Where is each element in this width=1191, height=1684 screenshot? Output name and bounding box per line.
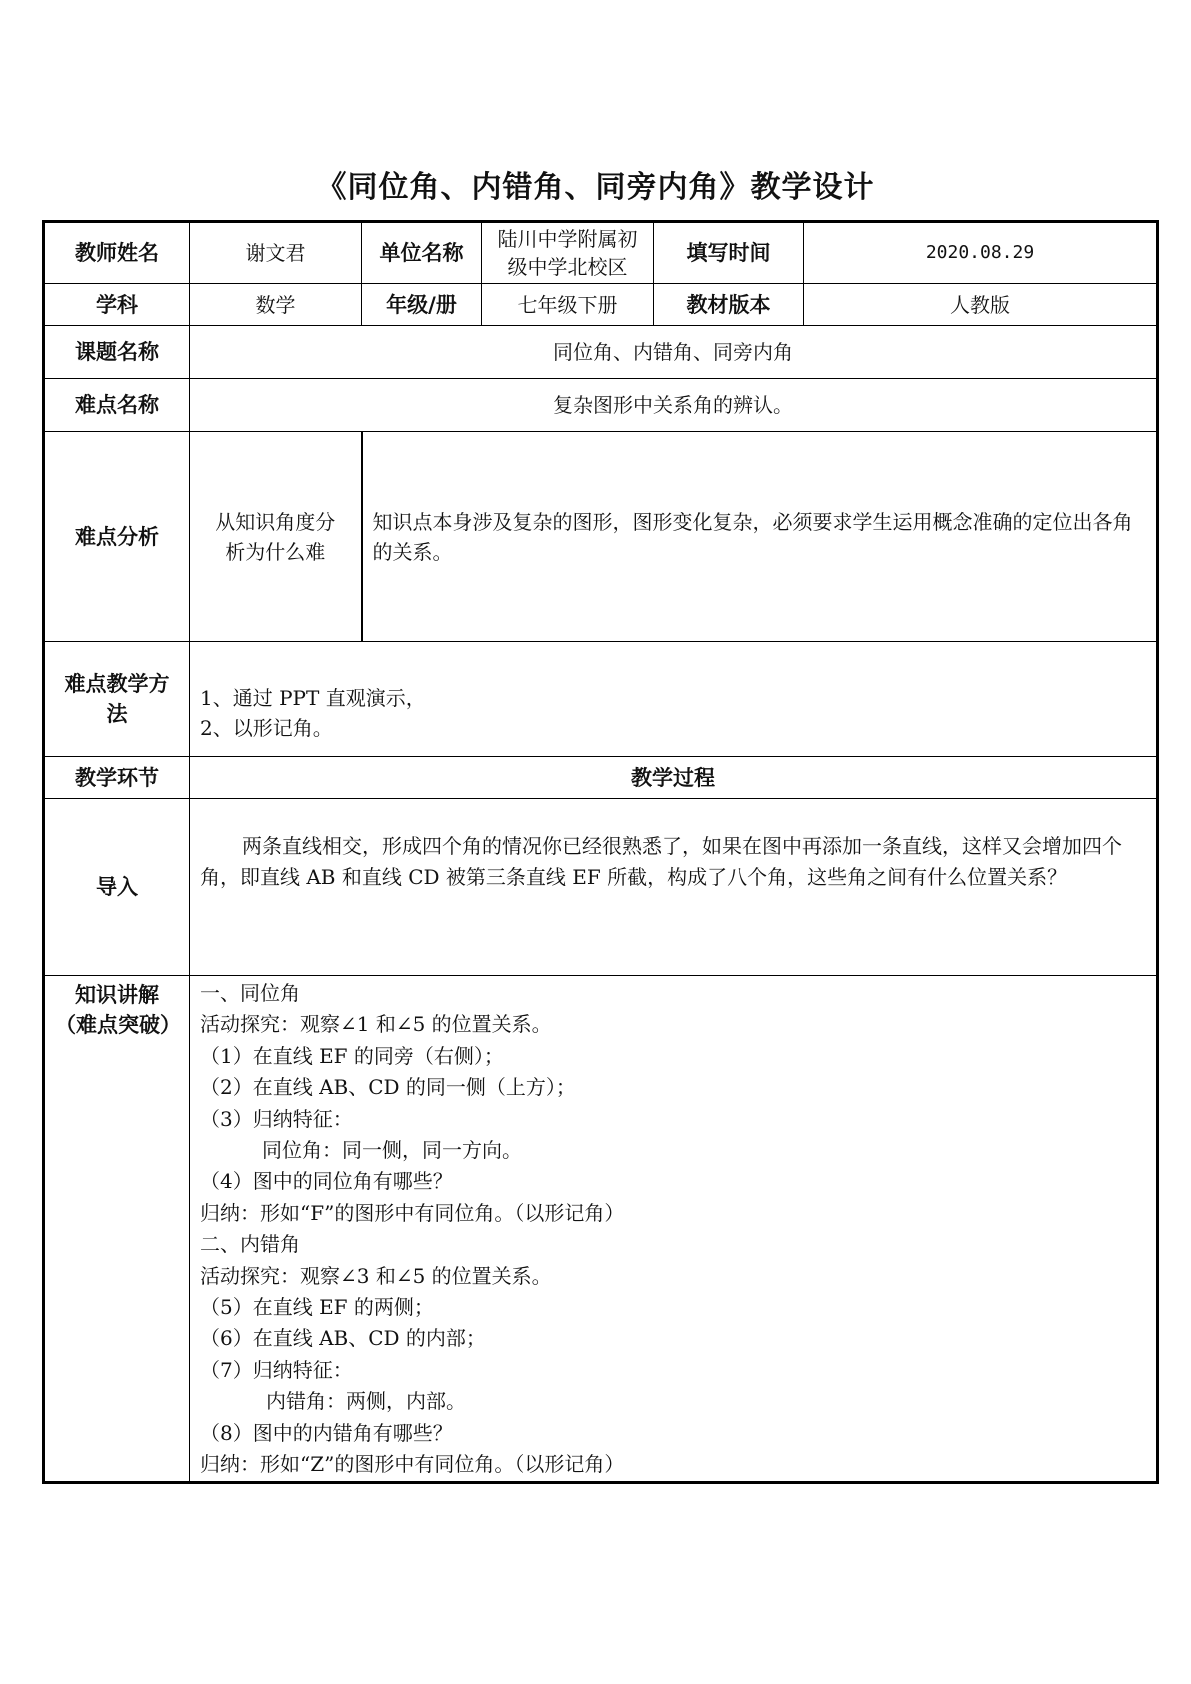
method-label: 难点教学方法 <box>44 642 190 757</box>
grade-value: 七年级下册 <box>482 284 654 326</box>
knowledge-line: 活动探究：观察∠3 和∠5 的位置关系。 <box>200 1263 552 1288</box>
intro-value <box>190 799 1158 976</box>
difficulty-row <box>44 379 1158 432</box>
teacher-label: 教师姓名 <box>44 222 190 284</box>
header-row-2 <box>44 284 1158 326</box>
knowledge-line: （6）在直线 AB、CD 的内部； <box>200 1326 486 1351</box>
process-left-label: 教学环节 <box>44 757 190 799</box>
knowledge-line: （4）图中的同位角有哪些？ <box>200 1169 453 1194</box>
knowledge-line: 同位角：同一侧，同一方向。 <box>262 1138 522 1163</box>
knowledge-label-line-1: 知识讲解 <box>75 983 159 1007</box>
topic-row <box>44 326 1158 379</box>
knowledge-line: （2）在直线 AB、CD 的同一侧（上方）； <box>200 1075 576 1100</box>
knowledge-content <box>190 976 1158 1483</box>
analysis-row <box>44 432 1158 642</box>
knowledge-line: （5）在直线 EF 的两侧； <box>200 1295 434 1320</box>
knowledge-line: （8）图中的内错角有哪些？ <box>200 1420 453 1445</box>
knowledge-line: 活动探究：观察∠1 和∠5 的位置关系。 <box>200 1012 552 1037</box>
analysis-sub-label: 从知识角度分析为什么难 <box>190 432 362 642</box>
intro-row <box>44 799 1158 976</box>
knowledge-line: 二、内错角 <box>200 1232 300 1257</box>
difficulty-value: 复杂图形中关系角的辨认。 <box>190 379 1158 432</box>
teacher-value: 谢文君 <box>190 222 362 284</box>
knowledge-line: 归纳：形如“F”的图形中有同位角。（以形记角） <box>200 1200 625 1225</box>
method-row <box>44 642 1158 757</box>
header-row-1 <box>44 222 1158 284</box>
method-line-2: 2、以形记角。 <box>200 716 333 740</box>
knowledge-line: （3）归纳特征： <box>200 1106 353 1131</box>
date-label: 填写时间 <box>654 222 804 284</box>
analysis-label: 难点分析 <box>44 432 190 642</box>
topic-value: 同位角、内错角、同旁内角 <box>190 326 1158 379</box>
process-header-row <box>44 757 1158 799</box>
knowledge-line: 内错角：两侧，内部。 <box>266 1389 466 1414</box>
knowledge-row <box>44 976 1158 1483</box>
subject-label: 学科 <box>44 284 190 326</box>
edition-label: 教材版本 <box>654 284 804 326</box>
unit-value: 陆川中学附属初级中学北校区 <box>482 222 654 284</box>
knowledge-line: （1）在直线 EF 的同旁（右侧）； <box>200 1043 504 1068</box>
intro-text: 两条直线相交，形成四个角的情况你已经很熟悉了，如果在图中再添加一条直线，这样又会增加四个角，即直线 AB 和直线 CD 被第三条直线 EF 所截，构成了八个角，这些角之间有什么位置关系？ <box>200 834 1122 889</box>
knowledge-line: （7）归纳特征： <box>200 1357 353 1382</box>
lesson-plan-table <box>42 220 1159 1484</box>
process-right-label: 教学过程 <box>190 757 1158 799</box>
unit-label: 单位名称 <box>362 222 482 284</box>
difficulty-label: 难点名称 <box>44 379 190 432</box>
knowledge-label-line-2: （难点突破） <box>55 1013 181 1037</box>
knowledge-label <box>44 976 190 1483</box>
grade-label: 年级/册 <box>362 284 482 326</box>
knowledge-line: 一、同位角 <box>200 981 300 1005</box>
topic-label: 课题名称 <box>44 326 190 379</box>
knowledge-line: 归纳：形如“Z”的图形中有同位角。（以形记角） <box>200 1452 625 1477</box>
subject-value: 数学 <box>190 284 362 326</box>
method-value <box>190 642 1158 757</box>
page-title: 《同位角、内错角、同旁内角》教学设计 <box>316 170 875 205</box>
date-value: 2020.08.29 <box>804 222 1158 284</box>
method-line-1: 1、通过 PPT 直观演示， <box>200 686 426 710</box>
intro-label: 导入 <box>44 799 190 976</box>
analysis-value: 知识点本身涉及复杂的图形，图形变化复杂，必须要求学生运用概念准确的定位出各角的关系。 <box>362 432 1158 642</box>
edition-value: 人教版 <box>804 284 1158 326</box>
